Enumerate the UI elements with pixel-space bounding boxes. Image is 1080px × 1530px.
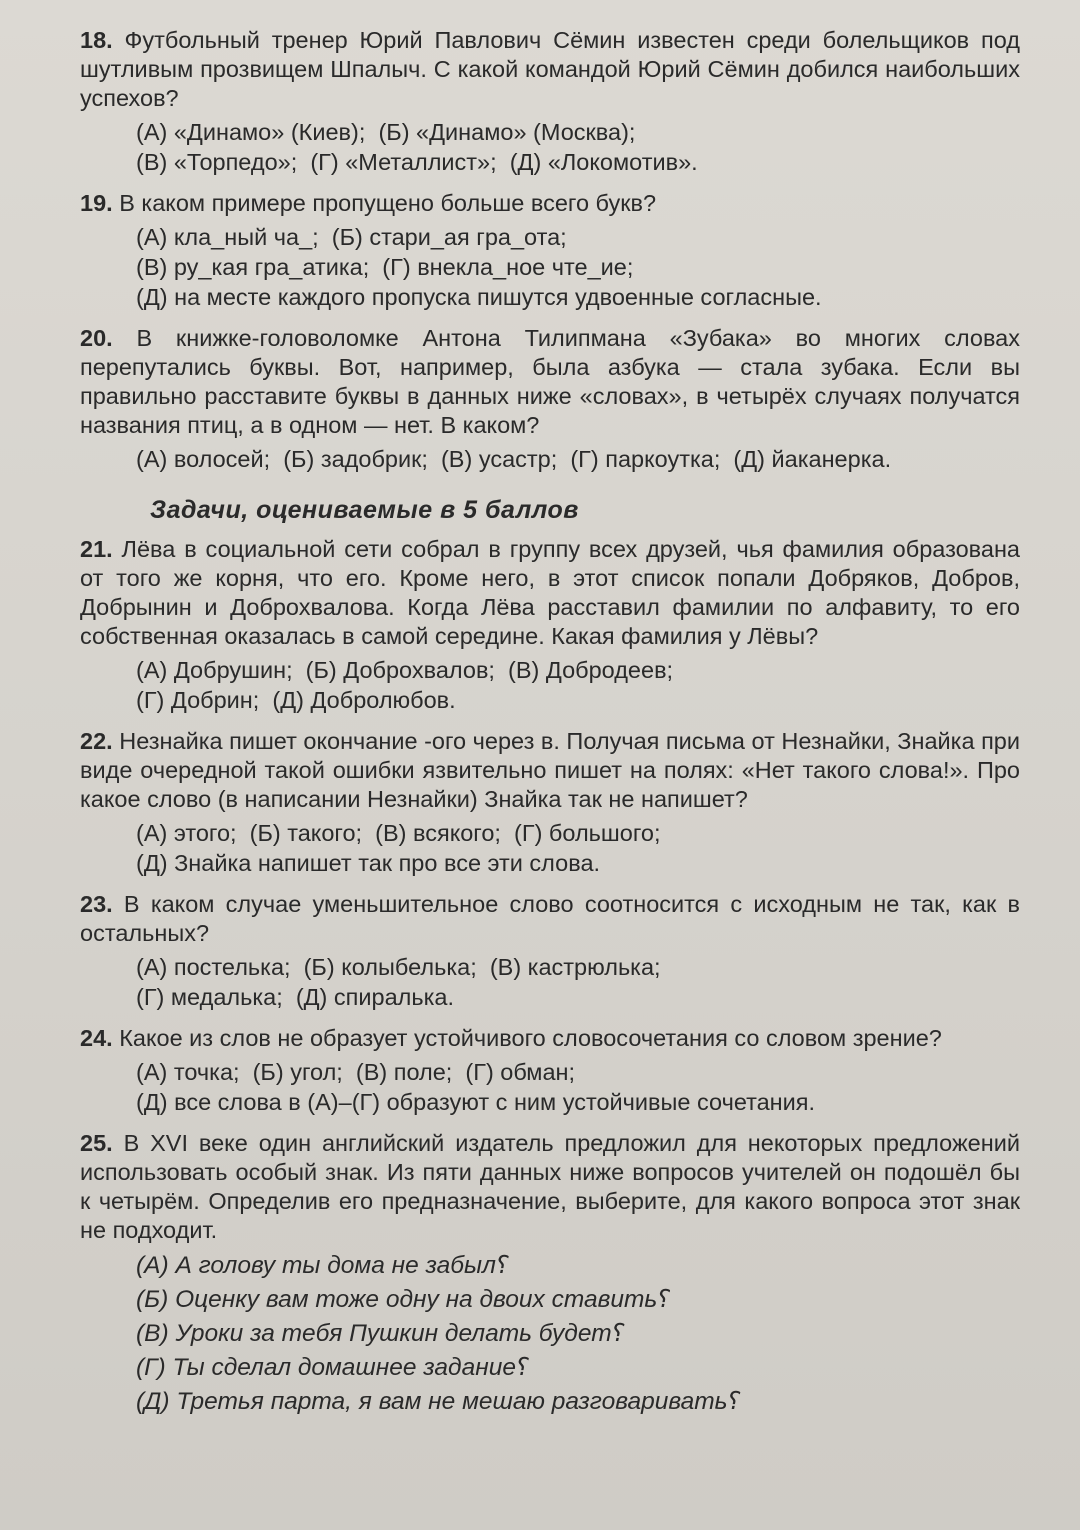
option: (Д) спиралька. (295, 984, 455, 1010)
option: (Г) Добрин; (136, 687, 260, 713)
option: (Б) угол; (252, 1059, 343, 1085)
option: (Г) паркоутка; (570, 446, 721, 472)
question-25 (80, 1129, 1020, 1419)
question-19 (80, 189, 1020, 312)
option: (А) этого; (136, 820, 237, 846)
option: (А) волосей; (136, 446, 271, 472)
option: (Г) медалька; (136, 984, 283, 1010)
question-text: В каком случае уменьшительное слово соотносится с исходным не так, как в остальных? (80, 891, 1020, 946)
option: (Д) Третья парта, я вам не мешаю разговаривать⸮ (136, 1388, 741, 1415)
question-number: 18. (80, 27, 113, 53)
option: (Г) «Металлист»; (310, 149, 497, 175)
answer-options (80, 222, 1020, 312)
option: (А) «Динамо» (Киев); (136, 119, 366, 145)
answer-options (80, 117, 1020, 177)
option: (В) всякого; (375, 820, 501, 846)
option: (А) кла_ный ча_; (136, 224, 319, 250)
question-24 (80, 1024, 1020, 1117)
option: (Г) обман; (465, 1059, 576, 1085)
option: (Б) колыбелька; (303, 954, 477, 980)
answer-options (80, 952, 1020, 1012)
question-number: 21. (80, 536, 113, 562)
answer-options (80, 1057, 1020, 1117)
option: (Б) «Динамо» (Москва); (378, 119, 636, 145)
option: (Б) Доброхвалов; (305, 657, 495, 683)
option: (В) ру_кая гра_атика; (136, 254, 370, 280)
option: (Д) все слова в (А)–(Г) образуют с ним устойчивые сочетания. (136, 1089, 816, 1115)
option: (В) Добродеев; (508, 657, 674, 683)
question-number: 22. (80, 728, 113, 754)
option: (Д) Знайка напишет так про все эти слова. (136, 850, 601, 876)
question-number: 19. (80, 190, 113, 216)
option: (Г) Ты сделал домашнее задание⸮ (136, 1354, 529, 1381)
question-23 (80, 890, 1020, 1012)
question-18 (80, 26, 1020, 177)
question-number: 23. (80, 891, 113, 917)
option: (Б) такого; (249, 820, 363, 846)
option: (В) «Торпедо»; (136, 149, 298, 175)
option: (А) постелька; (136, 954, 291, 980)
answer-options (80, 1249, 1020, 1419)
option: (В) Уроки за тебя Пушкин делать будет⸮ (136, 1320, 625, 1347)
option: (Д) на месте каждого пропуска пишутся удвоенные согласные. (136, 284, 822, 310)
question-20 (80, 324, 1020, 474)
option: (Д) Добролюбов. (272, 687, 456, 713)
question-number: 24. (80, 1025, 113, 1051)
option: (А) А голову ты дома не забыл⸮ (136, 1252, 509, 1279)
option: (Б) Оценку вам тоже одну на двоих ставить⸮ (136, 1286, 671, 1313)
answer-options (80, 655, 1020, 715)
question-22 (80, 727, 1020, 878)
option: (Д) йаканерка. (733, 446, 892, 472)
option: (В) поле; (355, 1059, 453, 1085)
question-text: В XVI веке один английский издатель предложил для некоторых предложений использовать особый знак. Из пяти данных ниже вопросов учителей он подошёл бы к четырём. Определив его предназначение, выберите, для какого вопроса этот знак не подходит. (80, 1130, 1020, 1243)
question-text: Футбольный тренер Юрий Павлович Сёмин известен среди болельщиков под шутливым прозвищем Шпалыч. С какой командой Юрий Сёмин добился наибольших успехов? (80, 27, 1020, 111)
option: (Д) «Локомотив». (509, 149, 698, 175)
option: (В) усастр; (440, 446, 558, 472)
question-text: Какое из слов не образует устойчивого словосочетания со словом зрение? (119, 1025, 942, 1051)
question-number: 20. (80, 325, 113, 351)
question-text: Незнайка пишет окончание -ого через в. Получая письма от Незнайки, Знайка при виде очередной такой ошибки язвительно пишет на полях: «Нет такого слова!». Про какое слово (в написании Незнайки) Знайка так не напишет? (80, 728, 1021, 812)
section-title: Задачи, оцениваемые в 5 баллов (150, 496, 579, 524)
option: (В) кастрюлька; (489, 954, 661, 980)
question-21 (80, 535, 1020, 715)
answer-options (80, 444, 1020, 474)
option: (Б) задобрик; (283, 446, 428, 472)
option: (Г) большого; (514, 820, 661, 846)
option: (Б) стари_ая гра_ота; (331, 224, 567, 250)
question-text: Лёва в социальной сети собрал в группу всех друзей, чья фамилия образована от того же корня, что его. Кроме него, в этот список попали Добряков, Добров, Добрынин и Доброхвалова. Когда Лёва расставил фамилии по алфавиту, то его собственная оказалась в самой середине. Какая фамилия у Лёвы? (80, 536, 1020, 649)
question-text: В книжке-головоломке Антона Тилипмана «Зубака» во многих словах перепутались буквы. Вот, например, была азбука — стала зубака. Если вы правильно расставите буквы в данных ниже «словах», в четырёх случаях получатся названия птиц, а в одном — нет. В каком? (80, 325, 1020, 438)
question-number: 25. (80, 1130, 113, 1156)
question-text: В каком примере пропущено больше всего букв? (119, 190, 657, 216)
answer-options (80, 818, 1020, 878)
option: (Г) внекла_ное чте_ие; (382, 254, 634, 280)
option: (А) точка; (136, 1059, 240, 1085)
option: (А) Добрушин; (136, 657, 293, 683)
